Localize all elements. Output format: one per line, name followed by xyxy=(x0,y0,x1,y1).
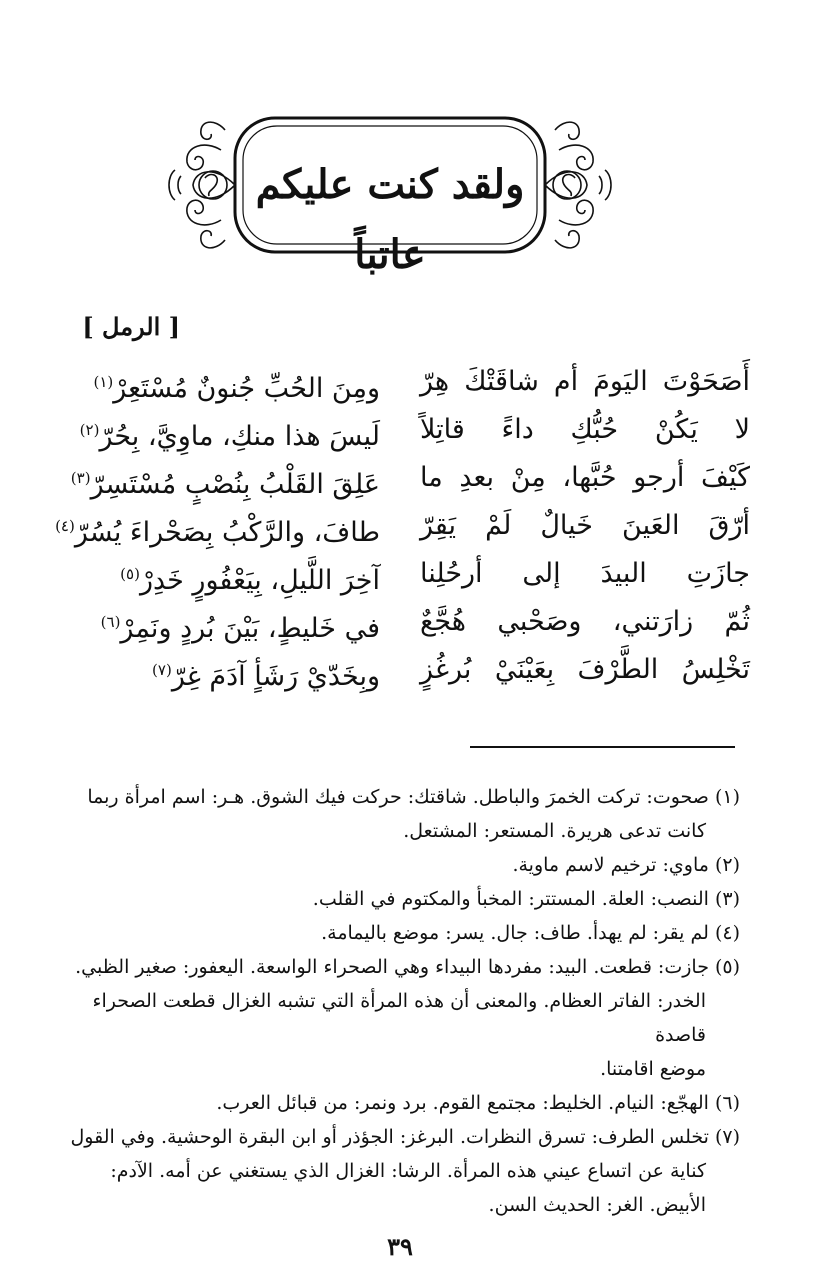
second-hemistich: آخِرَ اللَّيلِ، بِيَعْفُورٍ خَدِرْ xyxy=(139,565,380,596)
first-hemistich: أَصَحَوْتَ اليَومَ أم شاقَتْكَ هِرّ xyxy=(420,366,750,397)
footnote-ref: (١) xyxy=(93,373,114,391)
first-hemistich: لا يَكُنْ حُبُّكِ داءً قاتِلاً xyxy=(420,414,750,445)
footnote-separator xyxy=(470,746,735,748)
second-hemistich-wrap xyxy=(50,504,380,555)
footnote xyxy=(40,1120,740,1154)
footnotes xyxy=(40,780,740,1222)
second-hemistich-wrap xyxy=(50,360,380,411)
footnote-text: لم يقر: لم يهدأ. طاف: جال. يسر: موضع باليمامة. xyxy=(321,922,709,944)
footnote-continuation: كناية عن اتساع عيني هذه المرأة. الرشا: الغزال الذي يستغني عن أمه. الآدم: xyxy=(110,1160,706,1182)
second-hemistich-wrap xyxy=(50,408,380,459)
footnote-text: ماوي: ترخيم لاسم ماوية. xyxy=(512,854,709,876)
footnote xyxy=(40,780,740,814)
footnote xyxy=(40,882,740,916)
footnote-continuation: كانت تدعى هريرة. المستعر: المشتعل. xyxy=(403,820,706,842)
verse-line xyxy=(50,648,750,696)
footnote-ref: (٤) xyxy=(55,517,75,535)
second-hemistich-wrap xyxy=(50,648,380,699)
verse-line xyxy=(50,504,750,552)
footnote-text: تخلس الطرف: تسرق النظرات. البرغز: الجؤذر أو ابن البقرة الوحشية. وفي القول xyxy=(70,1126,709,1148)
second-hemistich-wrap xyxy=(50,456,380,507)
meter-label: [ الرمل ] xyxy=(82,312,180,341)
first-hemistich: أرّقَ العَينَ خَيالٌ لَمْ يَقِرّ xyxy=(420,510,750,541)
footnote xyxy=(40,950,740,984)
verse-line xyxy=(50,360,750,408)
footnote-number: (٢) xyxy=(714,854,740,876)
second-hemistich: في خَليطٍ، بَيْنَ بُردٍ ونَمِرْ xyxy=(120,613,380,644)
first-hemistich: كَيْفَ أرجو حُبَّها، مِنْ بعدِ ما xyxy=(420,462,750,493)
footnote xyxy=(40,848,740,882)
footnote-number: (٣) xyxy=(714,888,740,910)
second-hemistich: طافَ، والرَّكْبُ بِصَحْراءَ يُسُرّ xyxy=(74,517,380,548)
first-hemistich: ثُمّ زارَتني، وصَحْبي هُجَّعٌ xyxy=(420,606,750,637)
footnote xyxy=(40,1086,740,1120)
footnote-ref: (٥) xyxy=(120,565,140,583)
footnote-ref: (٢) xyxy=(79,421,100,439)
second-hemistich-wrap xyxy=(50,600,380,651)
footnote-text: جازت: قطعت. البيد: مفردها البيداء وهي الصحراء الواسعة. اليعفور: صغير الظبي. xyxy=(75,956,709,978)
footnote-number: (٤) xyxy=(714,922,740,944)
second-hemistich: عَلِقَ القَلْبُ بِنُصْبٍ مُسْتَسِرّ xyxy=(90,469,380,500)
footnote-text: صحوت: تركت الخمرَ والباطل. شاقتك: حركت فيك الشوق. هـر: اسم امرأة ربما xyxy=(87,786,709,808)
first-hemistich: جازَتِ البيدَ إلى أرحُلِنا xyxy=(420,558,750,589)
title-frame xyxy=(165,110,615,278)
footnote xyxy=(40,916,740,950)
second-hemistich: لَيسَ هذا منكِ، ماوِيَّ، بِحُرّ xyxy=(99,421,380,452)
footnote-number: (١) xyxy=(714,786,740,808)
footnote-continuation: موضع اقامتنا. xyxy=(600,1058,706,1080)
poem xyxy=(50,360,750,696)
footnote-number: (٦) xyxy=(714,1092,740,1114)
verse-line xyxy=(50,408,750,456)
second-hemistich-wrap xyxy=(50,552,380,603)
footnote-text: النصب: العلة. المستتر: المخبأ والمكتوم في القلب. xyxy=(312,888,709,910)
footnote-number: (٧) xyxy=(714,1126,740,1148)
verse-line xyxy=(50,552,750,600)
footnote-ref: (٦) xyxy=(100,613,121,631)
footnote-continuation: الأبيض. الغر: الحديث السن. xyxy=(488,1194,706,1216)
second-hemistich: ومِنَ الحُبِّ جُنونٌ مُسْتَعِرْ xyxy=(113,373,380,404)
verse-line xyxy=(50,600,750,648)
first-hemistich: تَخْلِسُ الطَّرْفَ بِعَيْنَيْ بُرغُزٍ xyxy=(420,654,750,685)
verse-line xyxy=(50,456,750,504)
second-hemistich: وبِخَدّيْ رَشَأٍ آدَمَ غِرّ xyxy=(171,661,380,692)
poem-title: ولقد كنت عليكم عاتباً xyxy=(255,161,525,278)
footnote-number: (٥) xyxy=(714,956,740,978)
footnote-ref: (٣) xyxy=(70,469,91,487)
footnote-continuation: الخدر: الفاتر العظام. والمعنى أن هذه المرأة التي تشبه الغزال قطعت الصحراء قاصدة xyxy=(92,990,706,1046)
footnote-text: الهجّع: النيام. الخليط: مجتمع القوم. برد ونمر: من قبائل العرب. xyxy=(216,1092,709,1114)
footnote-ref: (٧) xyxy=(152,661,172,679)
page-number: ٣٩ xyxy=(387,1232,413,1261)
